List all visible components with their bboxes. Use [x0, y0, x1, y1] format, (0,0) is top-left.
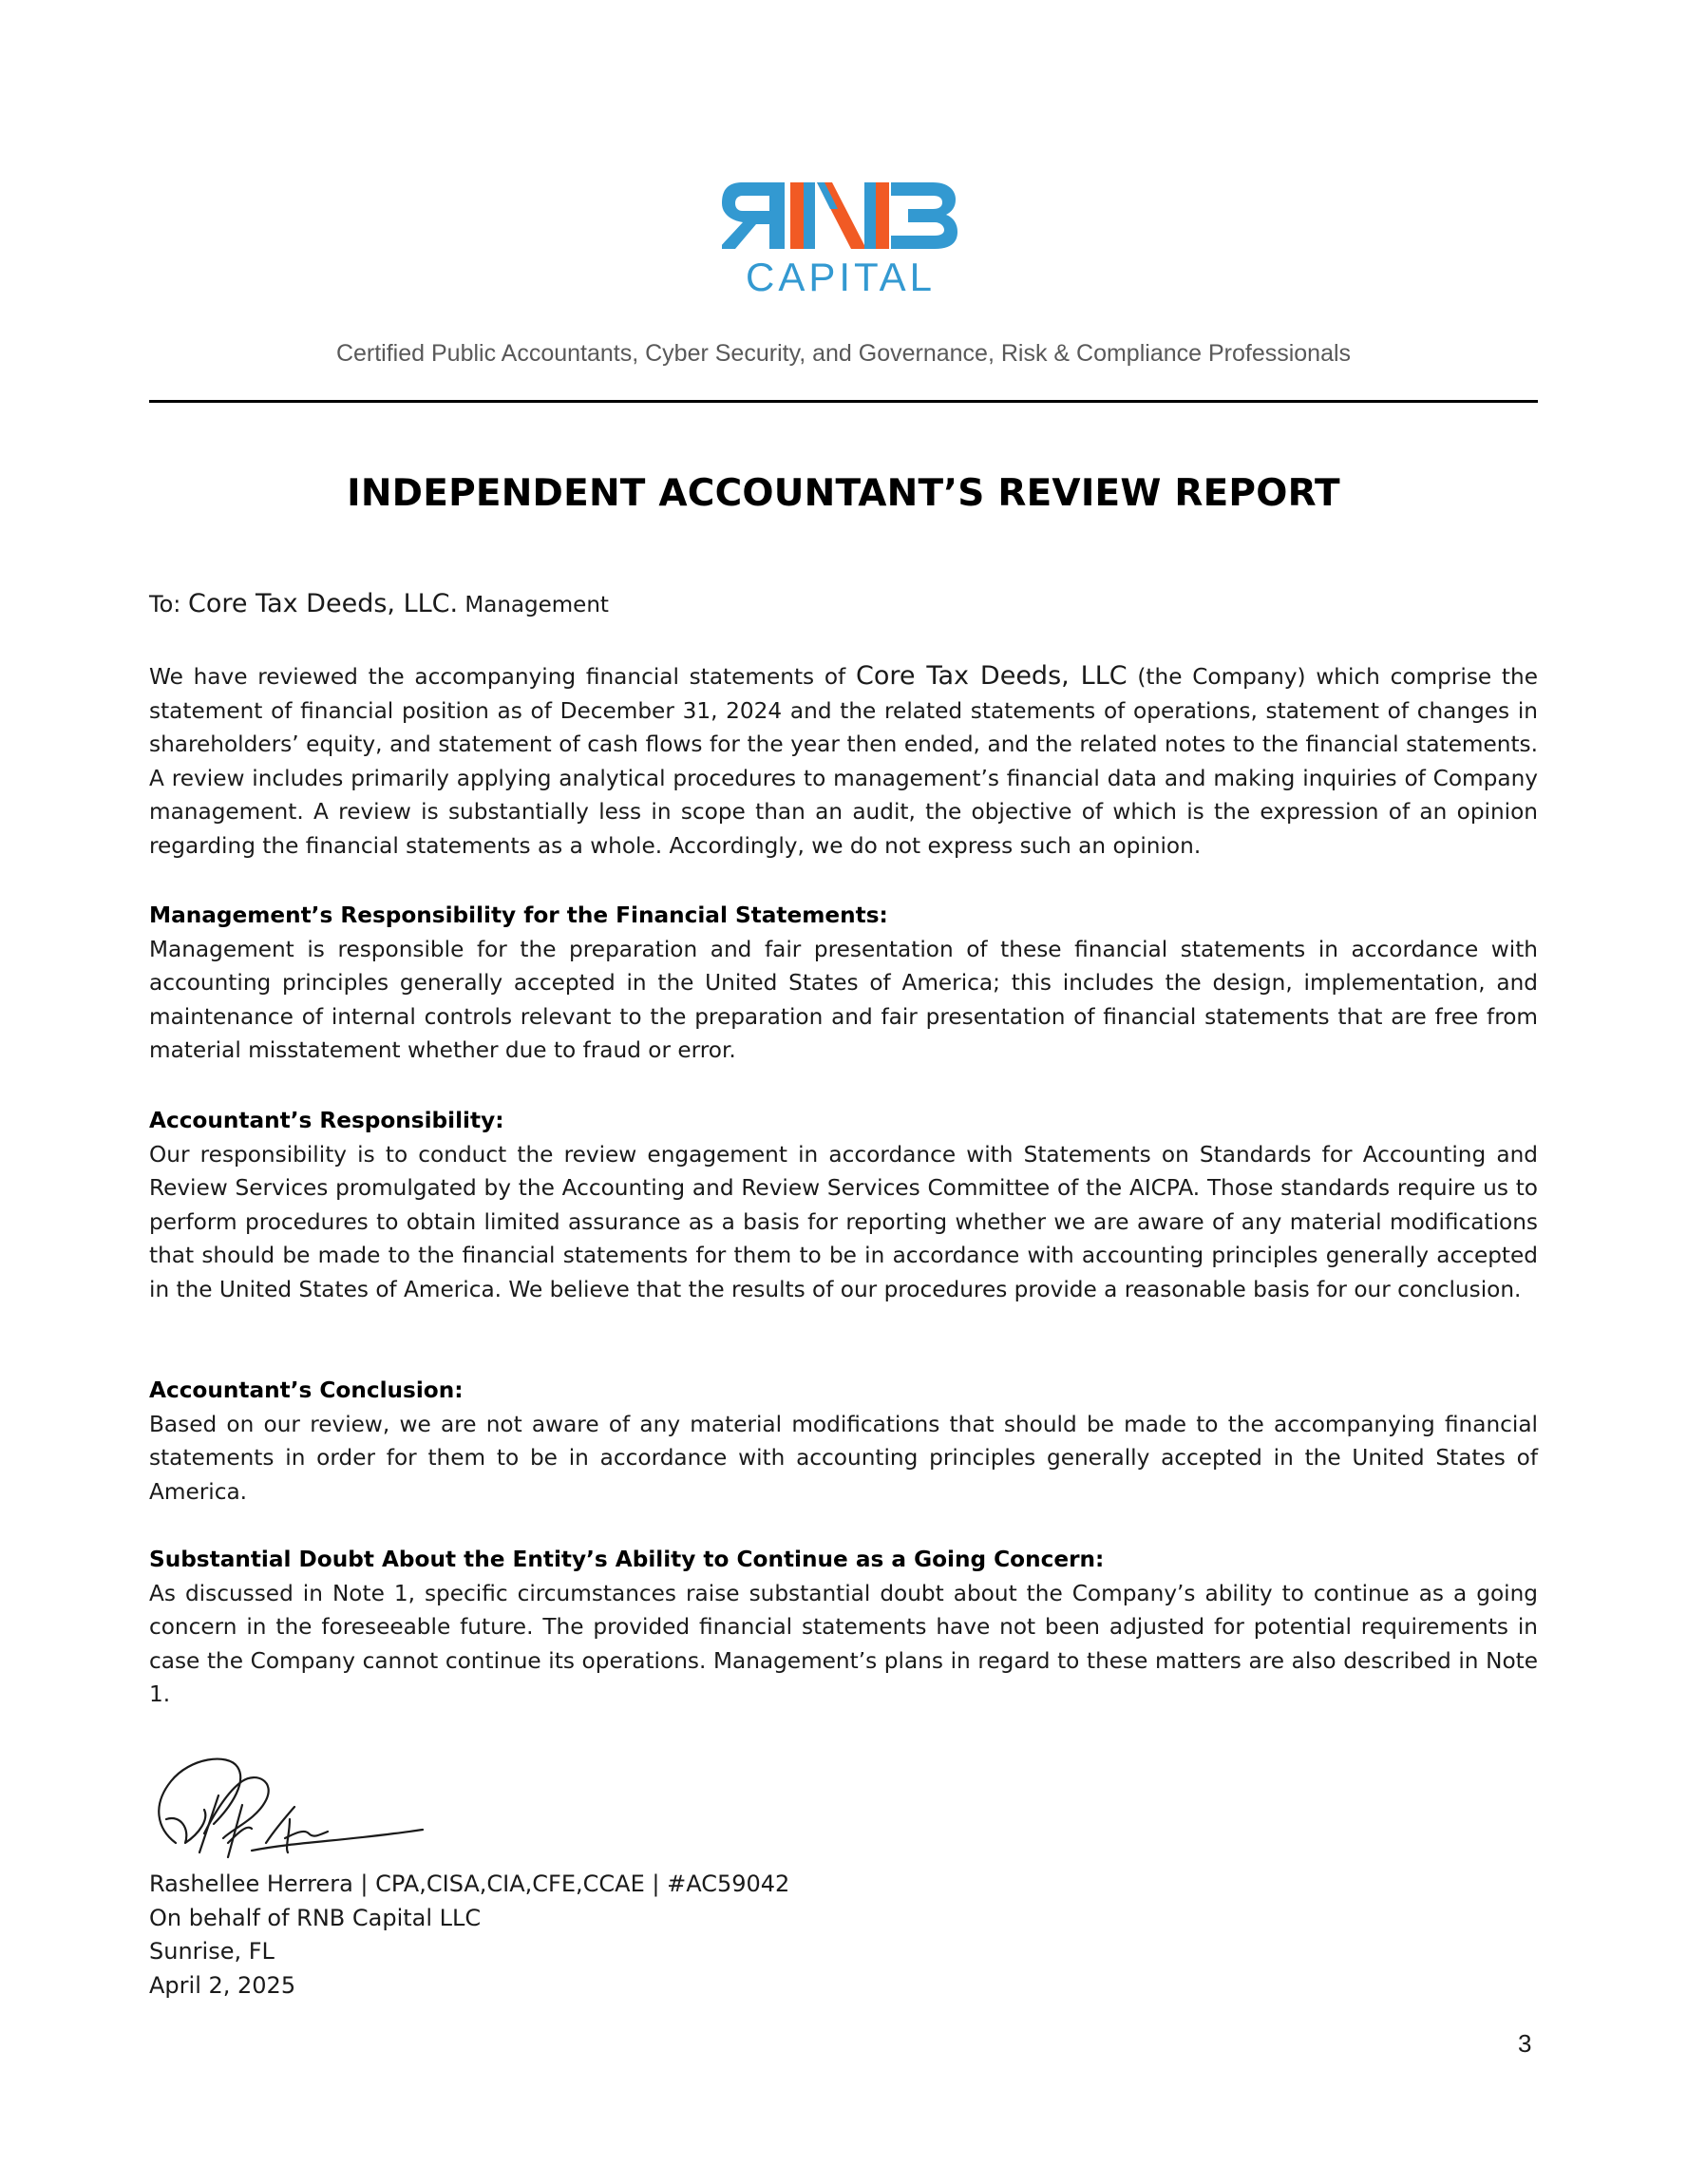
- addressee-suffix: Management: [458, 593, 609, 617]
- addressee-prefix: To:: [149, 591, 188, 617]
- section-heading: Accountant’s Responsibility:: [149, 1108, 504, 1133]
- section-heading: Substantial Doubt About the Entity’s Ability to Continue as a Going Concern:: [149, 1547, 1105, 1572]
- header-divider: [149, 400, 1538, 403]
- section-going-concern: [149, 1543, 1538, 1712]
- section-accountant-conclusion: [149, 1374, 1538, 1509]
- rnb-capital-logo: [722, 177, 959, 294]
- page-number: 3: [1518, 2029, 1532, 2058]
- signature-block: [149, 1868, 789, 2003]
- section-text: Our responsibility is to conduct the review engagement in accordance with Statements on Standards for Accounting and Review Services promulgated by the Accounting and Review Services Committee of the AICPA. Those standards require us to perform procedures to obtain limited assurance as a basis for reporting whether we are aware of any material modifications that should be made to the financial statements for them to be in accordance with accounting principles generally accepted in the United States of America. We believe that the results of our procedures provide a reasonable basis for our conclusion.: [149, 1141, 1538, 1302]
- report-date: April 2, 2025: [149, 1971, 296, 1999]
- section-accountant-responsibility: [149, 1104, 1538, 1306]
- section-heading: Management’s Responsibility for the Financial Statements:: [149, 902, 888, 928]
- section-text: Management is responsible for the preparation and fair presentation of these financial statements in accordance with accounting principles generally accepted in the United States of America; this includes the design, implementation, and maintenance of internal controls relevant to the preparation and fair presentation of financial statements that are free from material misstatement whether due to fraud or error.: [149, 936, 1538, 1063]
- report-title: INDEPENDENT ACCOUNTANT’S REVIEW REPORT: [347, 472, 1340, 515]
- section-text: As discussed in Note 1, specific circumstances raise substantial doubt about the Company’s ability to continue as a going concern in the foreseeable future. The provided financial statements have not been adjusted for potential requirements in case the Company cannot continue its operations. Management’s plans in regard to these matters are also described in Note 1.: [149, 1580, 1538, 1707]
- logo-wordmark: CAPITAL: [746, 255, 936, 294]
- section-management-responsibility: [149, 899, 1538, 1068]
- intro-company-name: Core Tax Deeds, LLC: [855, 661, 1128, 691]
- addressee-line: [149, 589, 609, 618]
- handwritten-signature: [147, 1738, 432, 1862]
- signer-firm: On behalf of RNB Capital LLC: [149, 1904, 482, 1931]
- firm-tagline: Certified Public Accountants, Cyber Security, and Governance, Risk & Compliance Professionals: [335, 340, 1352, 367]
- signer-location: Sunrise, FL: [149, 1938, 275, 1965]
- intro-text-before: We have reviewed the accompanying financial statements of: [149, 664, 856, 690]
- intro-paragraph: [149, 659, 1538, 863]
- intro-text-after: (the Company) which comprise the statement of financial position as of December 31, 2024 and the related statements of operations, statement of changes in shareholders’ equity, and statement of cash flows for the year then ended, and the related notes to the financial statements. A review includes primarily applying analytical procedures to management’s financial data and making inquiries of Company management. A review is substantially less in scope than an audit, the objective of which is the expression of an opinion regarding the financial statements as a whole. Accordingly, we do not express such an opinion.: [149, 664, 1538, 859]
- section-text: Based on our review, we are not aware of any material modifications that should be made to the accompanying financial statements in order for them to be in accordance with accounting principles generally accepted in the United States of America.: [149, 1411, 1538, 1505]
- section-heading: Accountant’s Conclusion:: [149, 1377, 464, 1403]
- signer-name-credentials: Rashellee Herrera | CPA,CISA,CIA,CFE,CCAE | #AC59042: [149, 1871, 790, 1897]
- addressee-company: Core Tax Deeds, LLC.: [187, 589, 459, 618]
